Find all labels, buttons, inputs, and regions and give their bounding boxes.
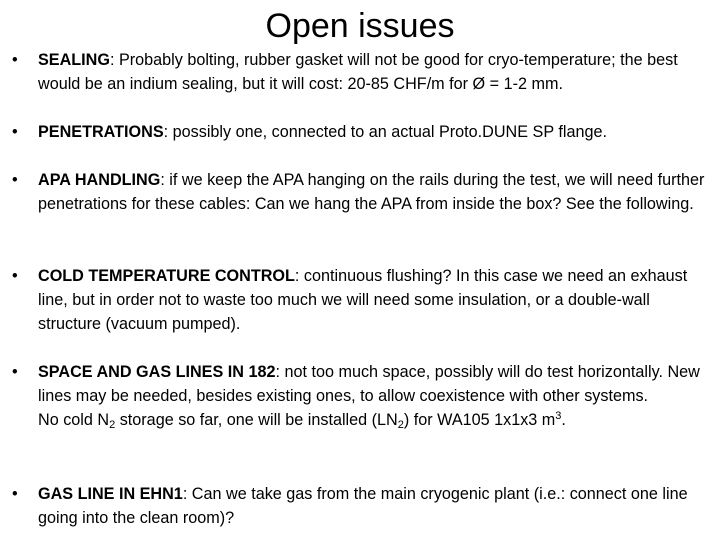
bullet-gas-line-ehn1: [12, 482, 712, 530]
bullet-icon: •: [12, 51, 18, 69]
bullet-space-and-gas-lines: [12, 360, 712, 432]
bullet-text: : Can we take gas from the main cryogenic plant (i.e.: connect one line going into the clean room)?: [38, 485, 688, 527]
bullet-icon: •: [12, 485, 18, 503]
bullet-key: COLD TEMPERATURE CONTROL: [38, 267, 295, 285]
bullet-icon: •: [12, 267, 18, 285]
bullet-key: SEALING: [38, 51, 110, 69]
bullet-key: PENETRATIONS: [38, 123, 164, 141]
bullet-sealing: [12, 48, 712, 96]
bullet-text: : continuous flushing? In this case we need an exhaust line, but in order not to waste too much we will need some insulation, or a double-wall structure (vacuum pumped).: [38, 267, 688, 333]
bullet-icon: •: [12, 171, 18, 189]
bullet-text: : not too much space, possibly will do test horizontally. New lines may be needed, besides existing ones, to allow coexistence with other systems.: [38, 363, 700, 405]
slide-title: Open issues: [265, 7, 455, 45]
bullet-extra-line: No cold $N_2$ storage so far, one will be installed $(LN_2)$ for WA105 1x1x3 $m^3$.: [38, 410, 566, 431]
bullet-key: GAS LINE IN EHN1: [38, 485, 183, 503]
bullet-apa-handling: [12, 168, 712, 216]
bullet-penetrations: [12, 120, 712, 144]
bullet-key: SPACE AND GAS LINES IN 182: [38, 363, 276, 381]
bullet-icon: •: [12, 363, 18, 381]
bullet-icon: •: [12, 123, 18, 141]
bullet-text: : if we keep the APA hanging on the rails during the test, we will need further penetrations for these cables: Can we hang the APA from inside the box? See the following.: [38, 171, 705, 213]
bullet-key: APA HANDLING: [38, 171, 161, 189]
bullet-cold-temperature-control: [12, 264, 712, 336]
bullet-text: : possibly one, connected to an actual Proto.DUNE SP flange.: [163, 123, 607, 141]
bullet-text: : Probably bolting, rubber gasket will not be good for cryo-temperature; the best would be an indium sealing, but it will cost: 20-85 CHF/m for Ø = 1-2 mm.: [38, 51, 678, 93]
